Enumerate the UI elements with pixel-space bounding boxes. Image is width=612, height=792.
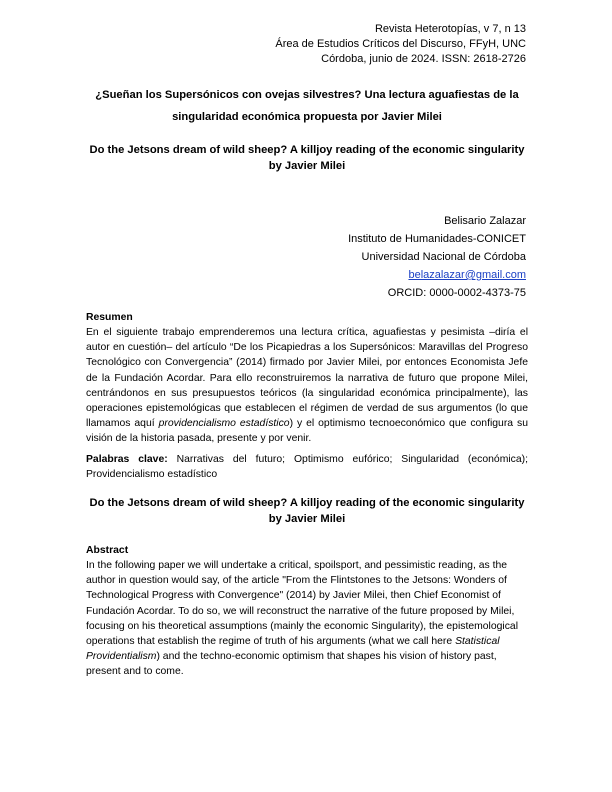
keywords-section (86, 452, 528, 482)
author-university: Universidad Nacional de Córdoba (361, 251, 526, 263)
title-english: Do the Jetsons dream of wild sheep? A killjoy reading of the economic singularity by Javier Milei (89, 144, 525, 172)
resumen-section (86, 310, 528, 447)
abstract-heading: Abstract (86, 545, 129, 556)
journal-name: Revista Heterotopías, v 7, n 13 (374, 23, 526, 35)
resumen-heading: Resumen (86, 312, 133, 323)
author-email-link[interactable]: belazalazar@gmail.com (408, 269, 526, 281)
author-orcid: ORCID: 0000-0002-4373-75 (387, 287, 526, 299)
resumen-text: En el siguiente trabajo emprenderemos una lectura crítica, aguafiestas y pesimista –diría el autor en cuestión– del artículo “De los Picapiedras a los Supersónicos: Maravillas del Progreso Tecnológico con Convergencia” (2014) firmado por Javier Milei, por entonces Economista Jefe de la Fundación Acordar. Para ello reconstruiremos la narrativa de futuro que propone Milei, centrándonos en sus presupuestos teóricos (la singularidad económica principalmente), las operaciones epistemológicas que establecen el régimen de verdad de sus argumentos (lo que llamamos aquí providencialismo estadístico) y el optimismo tecnoeconómico que configura su visión de la historia pasada, presente y por venir. (86, 327, 528, 445)
title-spanish: ¿Sueñan los Supersónicos con ovejas silvestres? Una lectura aguafiestas de la singularidad económica propuesta por Javier Milei (95, 89, 519, 123)
keywords-label: Palabras clave: (86, 454, 168, 465)
journal-area: Área de Estudios Críticos del Discurso, FFyH, UNC (275, 38, 526, 50)
journal-location-issn: Córdoba, junio de 2024. ISSN: 2618-2726 (321, 53, 526, 65)
author-block (348, 212, 526, 302)
abstract-section (86, 543, 528, 680)
title-english-repeat: Do the Jetsons dream of wild sheep? A killjoy reading of the economic singularity by Javier Milei (89, 497, 525, 525)
journal-header (275, 22, 526, 67)
abstract-text: In the following paper we will undertake a critical, spoilsport, and pessimistic reading, as the author in question would say, of the article "From the Flintstones to the Jetsons: Wonders of Technological Progress with Convergence" (2014) by Javier Milei, then Chief Economist of Fundación Acordar. To do so, we will reconstruct the narrative of the future proposed by Milei, focusing on his theoretical assumptions (mainly the economic Singularity), the epistemological operations that establish the regime of truth of his arguments (what we call here Statistical Providentialism) and the techno-economic optimism that shapes his vision of history past, present and to come. (86, 560, 519, 678)
author-name: Belisario Zalazar (444, 215, 526, 227)
author-institute: Instituto de Humanidades-CONICET (348, 233, 526, 245)
keywords-text: Narrativas del futuro; Optimismo eufórico; Singularidad (económica); Providencialismo estadístico (86, 454, 528, 481)
